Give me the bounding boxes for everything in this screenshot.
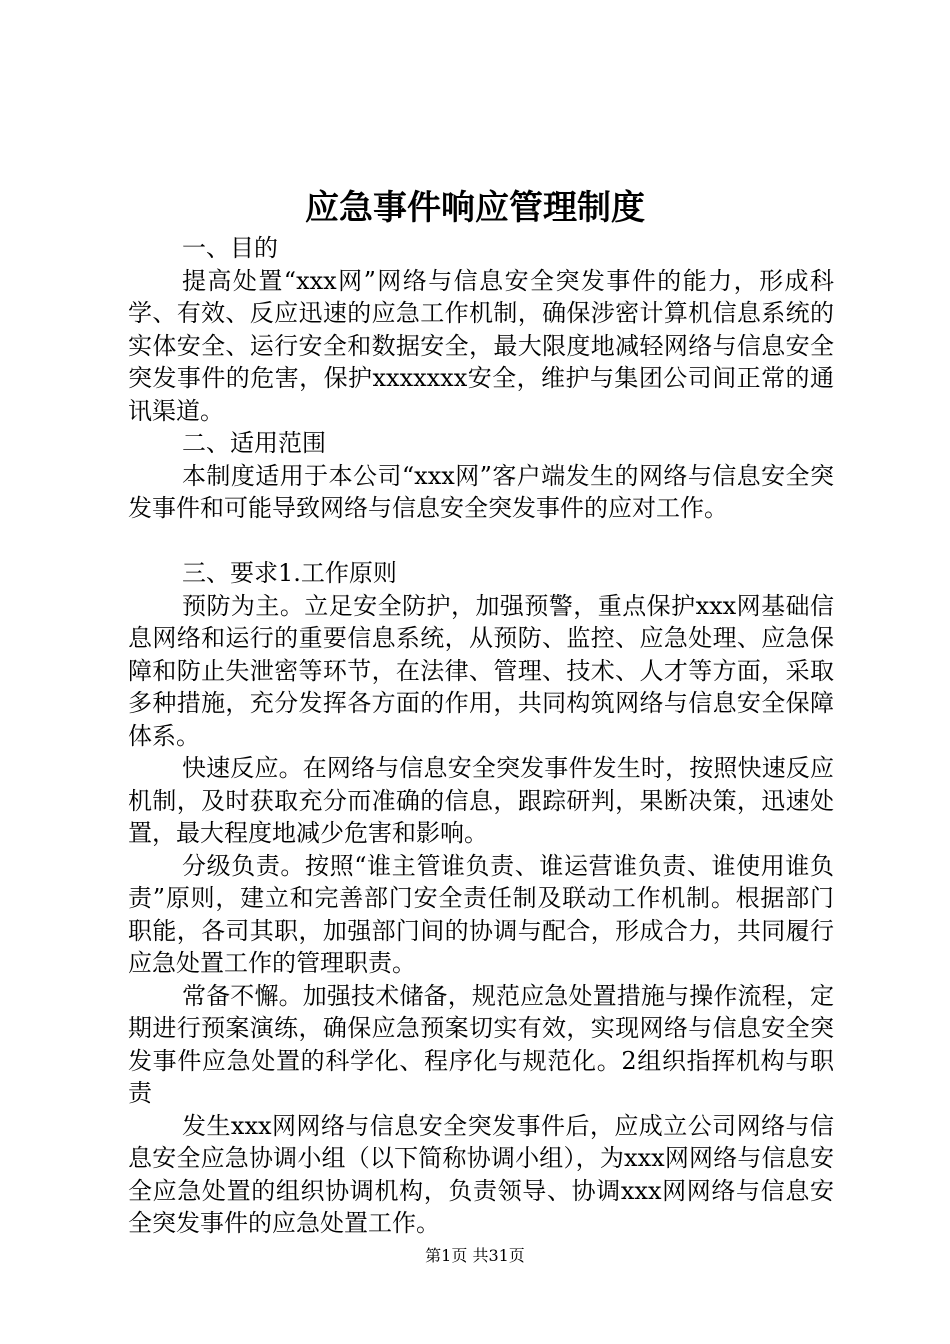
paragraph-rapid-response: 快速反应。在网络与信息安全突发事件发生时，按照快速反应机制，及时获取充分而准确的信息，跟踪研判，果断决策，迅速处置，最大程度地减少危害和影响。 [128, 754, 834, 847]
paragraph-coordination-group: 发生xxx网网络与信息安全突发事件后，应成立公司网络与信息安全应急协调小组（以下简称协调小组），为xxx网网络与信息安全应急处置的组织协调机构，负责领导、协调xxx网网络与信息安全突发事件的应急处置工作。 [128, 1111, 834, 1237]
blank-line [128, 525, 834, 558]
paragraph-purpose: 提高处置“xxx网”网络与信息安全突发事件的能力，形成科学、有效、反应迅速的应急工作机制，确保涉密计算机信息系统的实体安全、运行安全和数据安全，最大限度地减轻网络与信息安全突发事件的危害，保护xxxxxxx安全，维护与集团公司间正常的通讯渠道。 [128, 266, 834, 425]
document-body [128, 232, 834, 1240]
paragraph-prevention: 预防为主。立足安全防护，加强预警，重点保护xxx网基础信息网络和运行的重要信息系统，从预防、监控、应急处理、应急保障和防止失泄密等环节，在法律、管理、技术、人才等方面，采取多种措施，充分发挥各方面的作用，共同构筑网络与信息安全保障体系。 [128, 591, 834, 750]
paragraph-graded-responsibility: 分级负责。按照“谁主管谁负责、谁运营谁负责、谁使用谁负责”原则，建立和完善部门安全责任制及联动工作机制。根据部门职能，各司其职，加强部门间的协调与配合，形成合力，共同履行应急处置工作的管理职责。 [128, 851, 834, 977]
heading-requirements: 三、要求1.工作原则 [182, 559, 397, 587]
heading-scope: 二、适用范围 [182, 429, 326, 457]
paragraph-scope: 本制度适用于本公司“xxx网”客户端发生的网络与信息安全突发事件和可能导致网络与信息安全突发事件的应对工作。 [128, 461, 834, 522]
page-number-footer: 第1页 共31页 [425, 1246, 525, 1265]
paragraph-preparedness: 常备不懈。加强技术储备，规范应急处置措施与操作流程，定期进行预案演练，确保应急预案切实有效，实现网络与信息安全突发事件应急处置的科学化、程序化与规范化。2组织指挥机构与职责 [128, 981, 834, 1107]
document-title: 应急事件响应管理制度 [305, 188, 645, 228]
heading-purpose: 一、目的 [182, 234, 278, 262]
